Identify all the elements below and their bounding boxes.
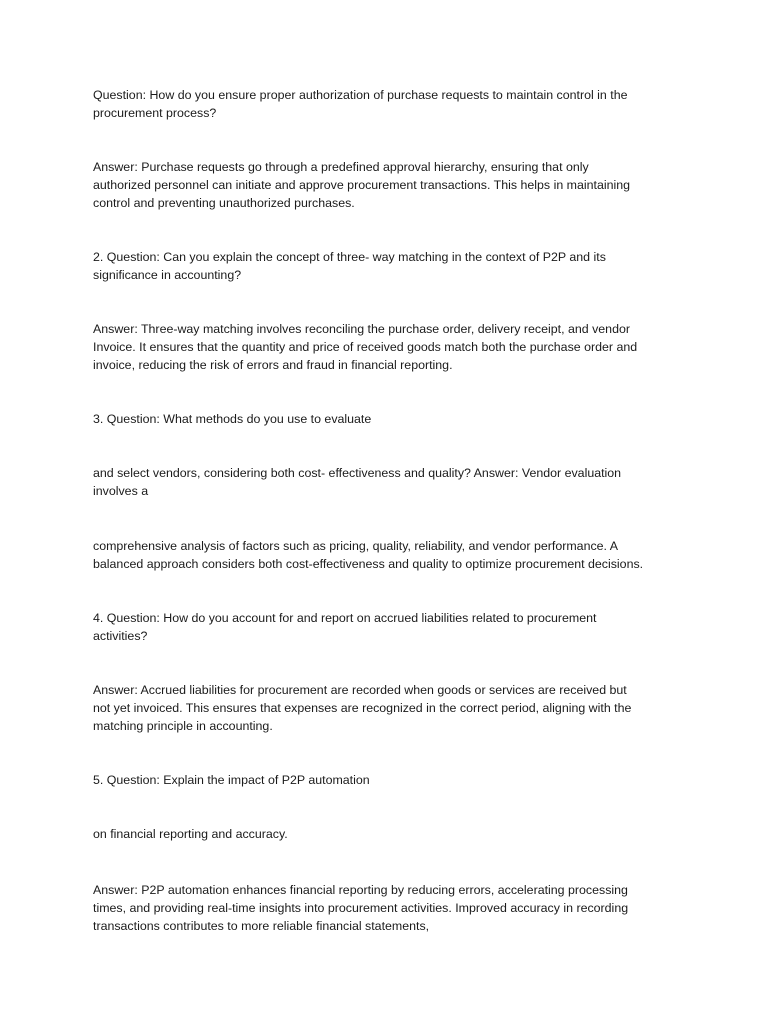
- text-line: transactions contributes to more reliable financial statements,: [93, 919, 430, 933]
- text-line: Answer: Three-way matching involves reconciling the purchase order, delivery receipt, and vendor: [93, 322, 630, 336]
- question-1-paragraph: [93, 86, 683, 122]
- answer-2-paragraph: [93, 320, 683, 374]
- text-line: matching principle in accounting.: [93, 719, 273, 733]
- text-line: Answer: Accrued liabilities for procurement are recorded when goods or services are received but: [93, 683, 627, 697]
- text-line: invoice, reducing the risk of errors and fraud in financial reporting.: [93, 358, 453, 372]
- text-line: not yet invoiced. This ensures that expenses are recognized in the correct period, aligning with the: [93, 701, 632, 715]
- text-line: Answer: Purchase requests go through a predefined approval hierarchy, ensuring that only: [93, 160, 589, 174]
- text-line: authorized personnel can initiate and approve procurement transactions. This helps in maintaining: [93, 178, 631, 192]
- text-line: on financial reporting and accuracy.: [93, 827, 288, 841]
- question-5-continuation-paragraph: [93, 825, 683, 843]
- text-line: 2. Question: Can you explain the concept of three- way matching in the context of P2P and its: [93, 250, 606, 264]
- text-line: comprehensive analysis of factors such as pricing, quality, reliability, and vendor performance. A: [93, 539, 619, 553]
- text-line: involves a: [93, 484, 149, 498]
- text-line: times, and providing real-time insights into procurement activities. Improved accuracy in recording: [93, 901, 629, 915]
- text-line: and select vendors, considering both cost- effectiveness and quality? Answer: Vendor evaluation: [93, 466, 622, 480]
- question-4-paragraph: [93, 609, 683, 645]
- text-line: control and preventing unauthorized purchases.: [93, 196, 355, 210]
- text-line: balanced approach considers both cost-effectiveness and quality to optimize procurement decisions.: [93, 557, 644, 571]
- text-line: significance in accounting?: [93, 268, 242, 282]
- text-line: Question: How do you ensure proper authorization of purchase requests to maintain control in the: [93, 88, 628, 102]
- text-line: 3. Question: What methods do you use to evaluate: [93, 412, 372, 426]
- question-3-paragraph: [93, 410, 683, 428]
- text-line: Answer: P2P automation enhances financial reporting by reducing errors, accelerating processing: [93, 883, 628, 897]
- answer-5-paragraph: [93, 881, 683, 935]
- answer-1-paragraph: [93, 158, 683, 212]
- question-5-paragraph: [93, 771, 683, 789]
- question-3-continuation-paragraph: [93, 464, 683, 500]
- text-line: activities?: [93, 629, 148, 643]
- question-2-paragraph: [93, 248, 683, 284]
- text-line: 5. Question: Explain the impact of P2P automation: [93, 773, 370, 787]
- text-line: 4. Question: How do you account for and report on accrued liabilities related to procurement: [93, 611, 597, 625]
- answer-3-paragraph: [93, 537, 683, 573]
- text-line: procurement process?: [93, 106, 217, 120]
- text-line: Invoice. It ensures that the quantity and price of received goods match both the purchase order and: [93, 340, 638, 354]
- answer-4-paragraph: [93, 681, 683, 735]
